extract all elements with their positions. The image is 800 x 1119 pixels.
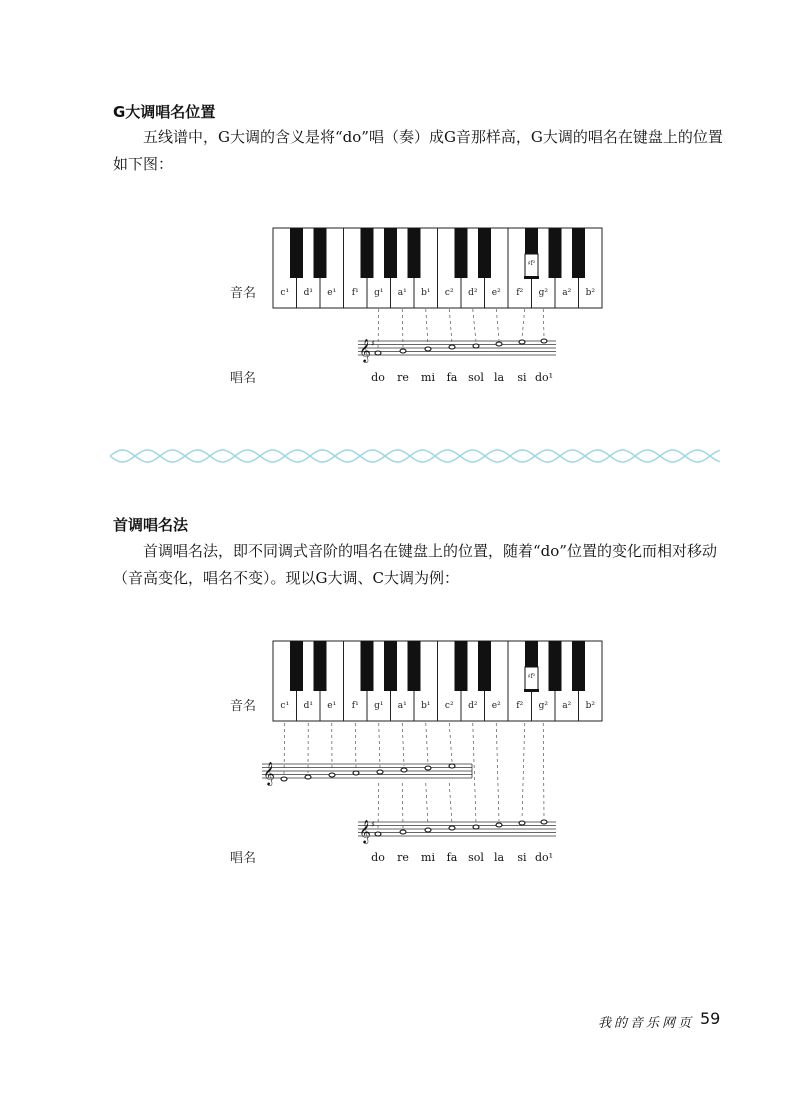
key-label: e¹ xyxy=(327,701,337,711)
black-key-f-sharp xyxy=(525,641,538,667)
key-label: a¹ xyxy=(397,701,407,711)
key-label: f¹ xyxy=(351,701,359,711)
whole-note xyxy=(425,766,431,770)
black-key xyxy=(408,641,421,691)
key-label: g² xyxy=(538,701,548,711)
solfege-syllable: si xyxy=(517,851,527,864)
key-label: d² xyxy=(468,288,478,298)
whole-note xyxy=(401,768,407,772)
solfege-syllable: fa xyxy=(446,851,458,864)
black-key xyxy=(549,641,562,691)
whole-note xyxy=(281,777,287,781)
whole-note xyxy=(305,775,311,779)
whole-note xyxy=(329,773,335,777)
guide-line xyxy=(449,723,452,762)
key-label: g¹ xyxy=(374,288,384,298)
key-label: b¹ xyxy=(421,701,431,711)
guide-line xyxy=(543,723,544,818)
key-label: d¹ xyxy=(303,288,313,298)
black-key xyxy=(572,641,585,691)
solfege-syllable: re xyxy=(397,851,409,864)
whole-note xyxy=(377,770,383,774)
whole-note xyxy=(541,820,547,824)
key-label: f¹ xyxy=(351,288,359,298)
solfege-syllable: do xyxy=(371,371,385,384)
guide-line xyxy=(379,723,380,768)
guide-line xyxy=(426,723,428,764)
key-signature-sharp-icon: ♯ xyxy=(371,820,375,829)
sharp-label: ♯f² xyxy=(527,260,536,267)
solfege-syllable: la xyxy=(493,851,505,864)
key-label: c² xyxy=(444,701,454,711)
key-signature-sharp-icon: ♯ xyxy=(371,339,375,348)
black-key xyxy=(384,641,397,691)
solfege-syllable: do xyxy=(371,851,385,864)
treble-clef-icon: 𝄞 xyxy=(359,819,371,843)
treble-clef-icon: 𝄞 xyxy=(359,338,371,362)
guide-line xyxy=(378,783,379,830)
solfege-syllable: la xyxy=(493,371,505,384)
whole-note xyxy=(449,764,455,768)
key-label: b² xyxy=(585,701,595,711)
key-label: c¹ xyxy=(280,701,290,711)
guide-line xyxy=(355,723,356,769)
row-label: 音名 xyxy=(230,699,257,714)
sharp-marker xyxy=(524,689,539,692)
key-label: a¹ xyxy=(397,288,407,298)
treble-clef-icon: 𝄞 xyxy=(263,761,275,785)
sharp-label: ♯f² xyxy=(527,673,536,680)
whole-note xyxy=(473,825,479,829)
whole-note xyxy=(519,821,525,825)
key-label: b² xyxy=(585,288,595,298)
key-label: d¹ xyxy=(303,701,313,711)
key-label: c¹ xyxy=(280,288,290,298)
row-label: 唱名 xyxy=(230,371,257,386)
black-key xyxy=(478,641,491,691)
key-label: g¹ xyxy=(374,701,384,711)
key-label: e² xyxy=(491,701,501,711)
key-label: e² xyxy=(491,288,501,298)
key-label: a² xyxy=(562,288,572,298)
solfege-syllable: si xyxy=(517,371,527,384)
paragraph-text: 首调唱名法，即不同调式音阶的唱名在键盘上的位置，随着“do”位置的变化而相对移动（音高变化，唱名不变）。现以G大调、C大调为例： xyxy=(113,542,717,587)
key-label: f² xyxy=(516,288,524,298)
black-key xyxy=(455,641,468,691)
whole-note xyxy=(425,828,431,832)
row-label: 音名 xyxy=(230,286,257,301)
key-label: d² xyxy=(468,701,478,711)
black-key xyxy=(361,641,374,691)
solfege-syllable: fa xyxy=(446,371,458,384)
page-number: 59 xyxy=(700,1009,721,1028)
key-label: a² xyxy=(562,701,572,711)
black-key xyxy=(290,641,303,691)
section-heading-movable-do: 首调唱名法 xyxy=(113,516,189,534)
black-key xyxy=(314,641,327,691)
guide-line xyxy=(496,723,499,821)
guide-line xyxy=(426,783,428,826)
key-label: g² xyxy=(538,288,548,298)
key-label: c² xyxy=(444,288,454,298)
solfege-syllable: do¹ xyxy=(534,851,554,864)
key-label: f² xyxy=(516,701,524,711)
solfege-syllable: mi xyxy=(421,851,435,864)
whole-note xyxy=(496,823,502,827)
key-label: b¹ xyxy=(421,288,431,298)
guide-line xyxy=(449,783,452,824)
whole-note xyxy=(400,830,406,834)
guide-line xyxy=(522,723,525,819)
key-label: e¹ xyxy=(327,288,337,298)
guide-line xyxy=(402,723,404,766)
whole-note xyxy=(449,826,455,830)
whole-note xyxy=(353,771,359,775)
solfege-syllable: mi xyxy=(421,371,435,384)
whole-note xyxy=(375,832,381,836)
guide-line xyxy=(473,723,476,823)
solfege-syllable: sol xyxy=(468,851,484,864)
paragraph-text: 五线谱中，G大调的含义是将“do”唱（奏）成G音那样高，G大调的唱名在键盘上的位置如下图： xyxy=(113,128,723,173)
row-label: 唱名 xyxy=(230,851,257,866)
section-heading-g-major: G大调唱名位置 xyxy=(113,103,216,121)
solfege-syllable: re xyxy=(397,371,409,384)
guide-line xyxy=(402,783,403,828)
footer-book-title: 我的音乐网页 xyxy=(598,1016,695,1031)
solfege-syllable: sol xyxy=(468,371,484,384)
solfege-syllable: do¹ xyxy=(534,371,554,384)
